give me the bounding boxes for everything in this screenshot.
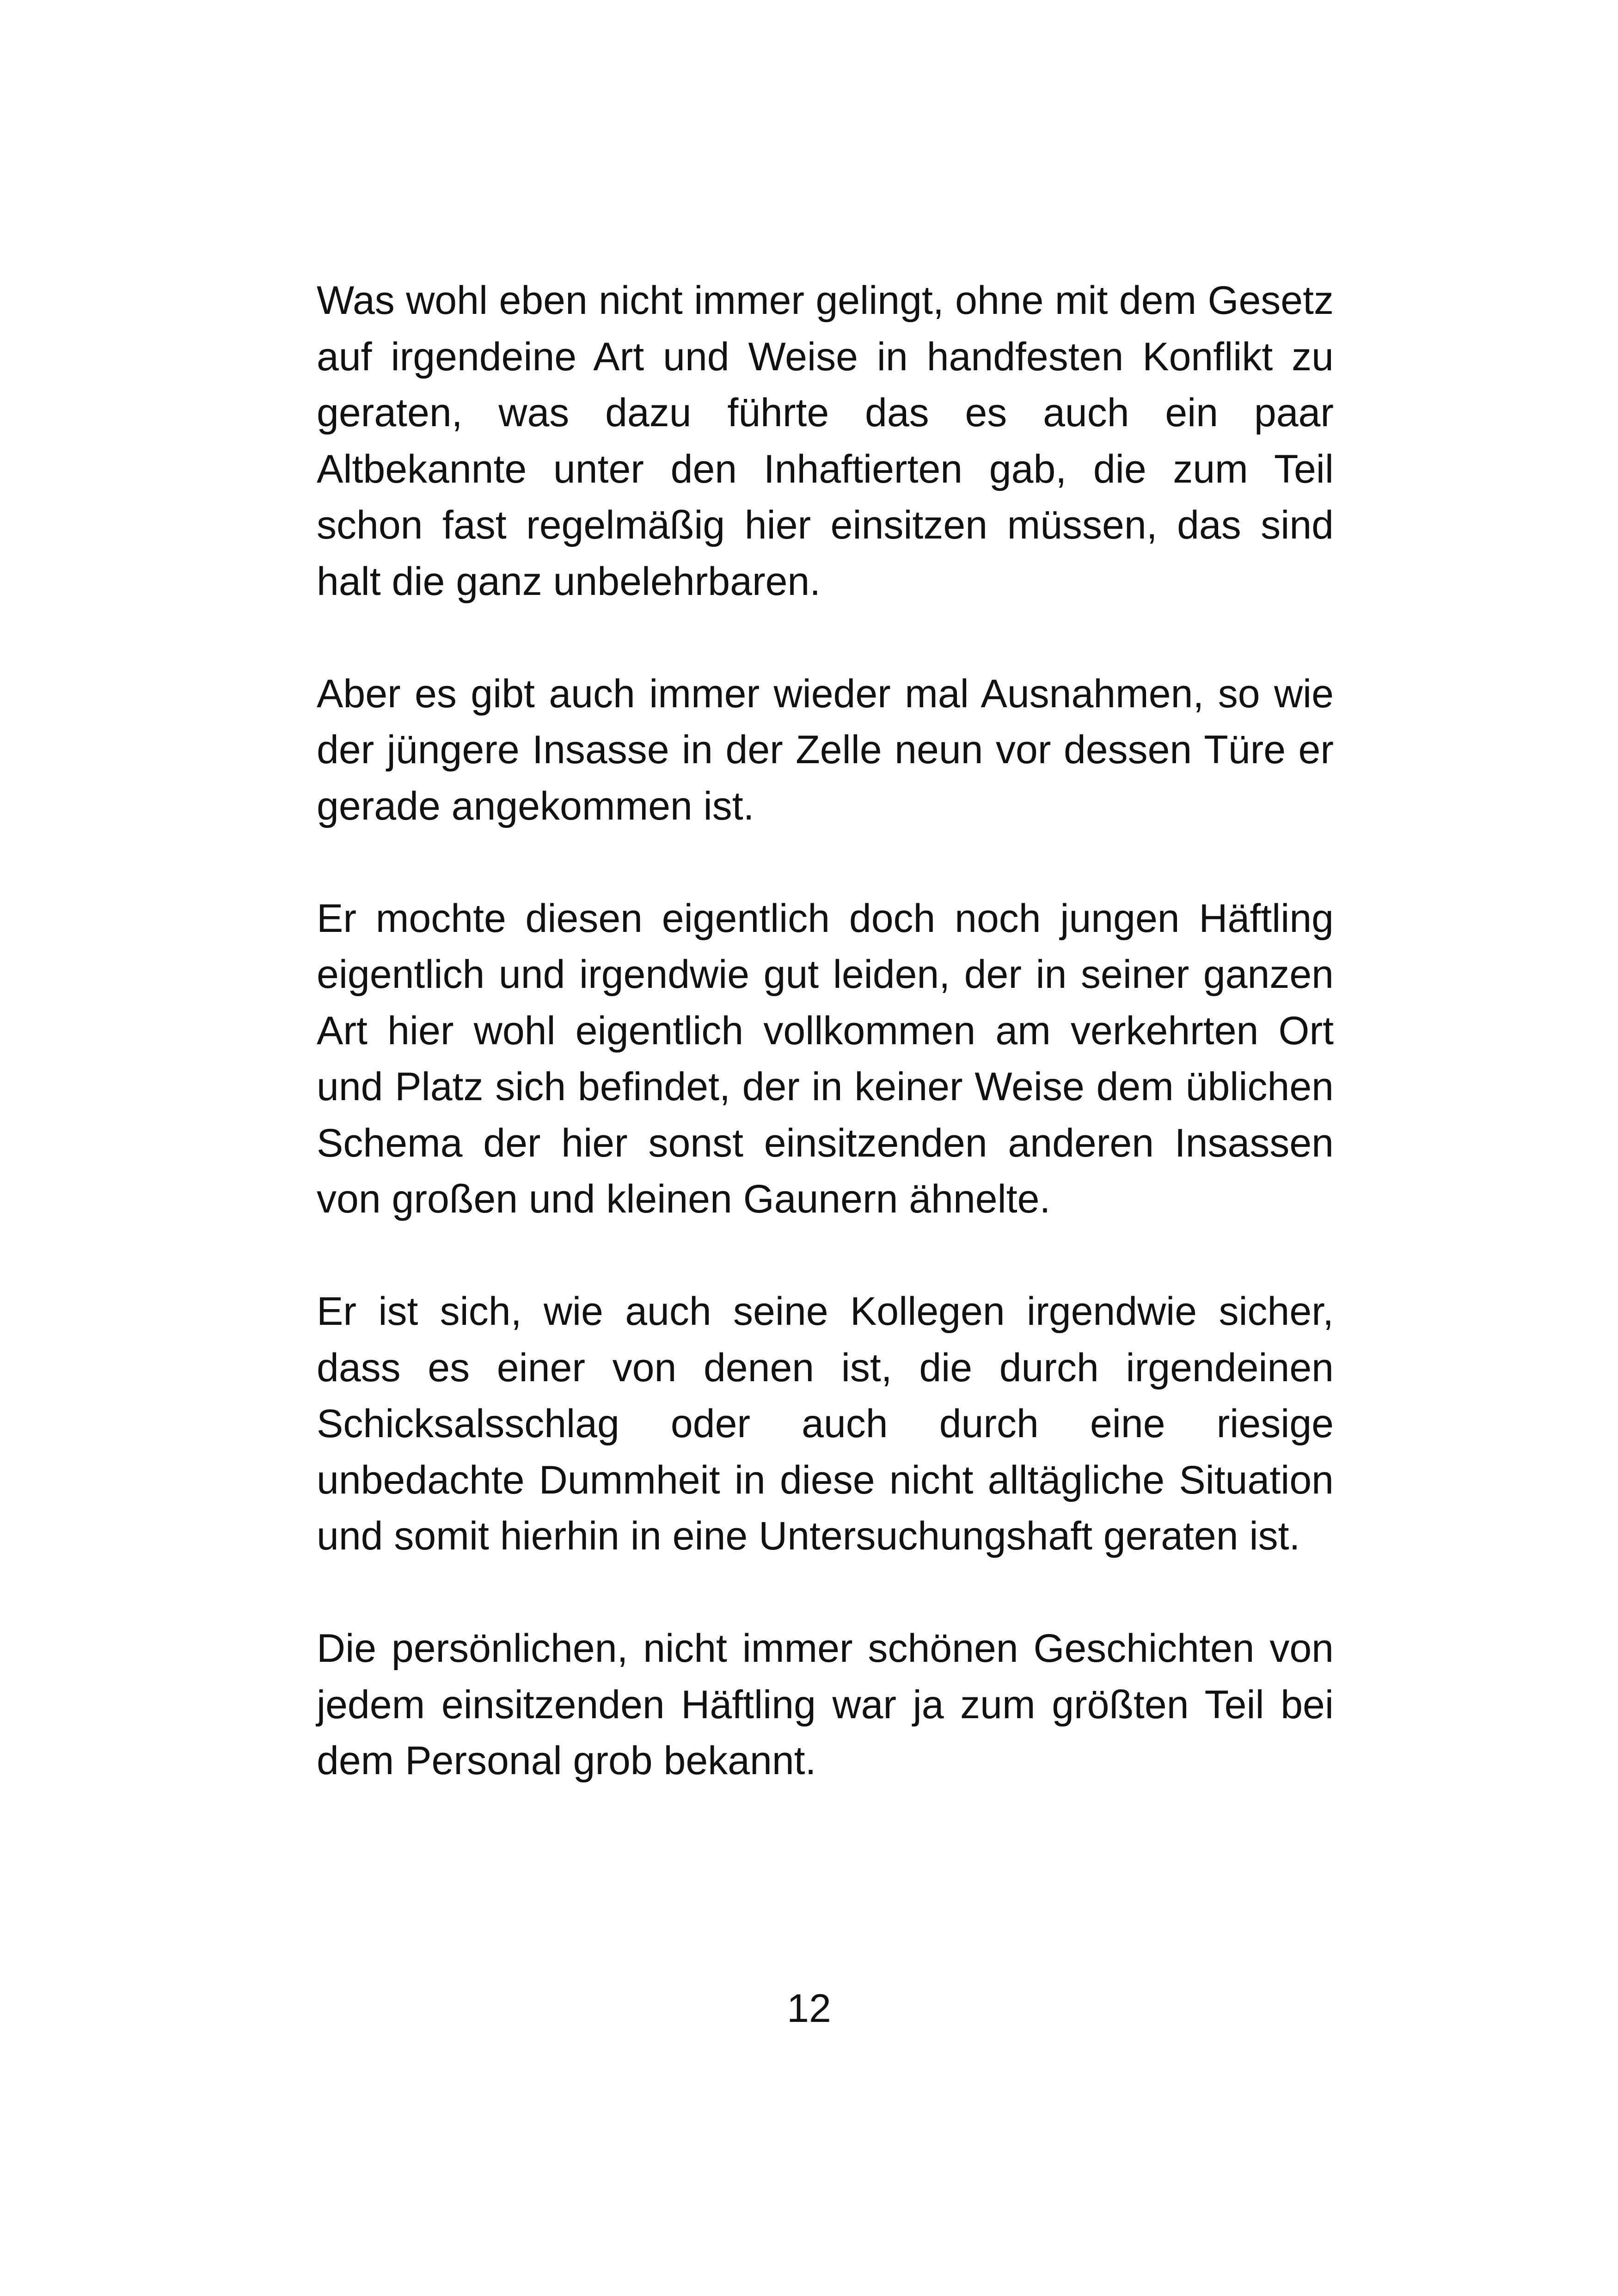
paragraph-3: Er mochte diesen eigentlich doch noch jungen Häftling eigentlich und irgendwie gut leiden, der in seiner ganzen Art hier wohl eigentlich vollkommen am verkehrten Ort und Platz sich befindet, der in keiner Weise dem üblichen Schema der hier sonst einsitzenden anderen Insassen von großen und kleinen Gaunern ähnelte.	[317, 896, 1334, 1221]
paragraph-1: Was wohl eben nicht immer gelingt, ohne mit dem Gesetz auf irgendeine Art und Weise in handfesten Konflikt zu geraten, was dazu führte das es auch ein paar Altbekannte unter den Inhaftierten gab, die zum Teil schon fast regelmäßig hier einsitzen müssen, das sind halt die ganz unbelehrbaren.	[317, 278, 1334, 604]
page-number: 12	[787, 1986, 831, 2031]
paragraph-5: Die persönlichen, nicht immer schönen Geschichten von jedem einsitzenden Häftling war ja zum größten Teil bei dem Personal grob bekannt.	[317, 1626, 1334, 1783]
paragraph-4: Er ist sich, wie auch seine Kollegen irgendwie sicher, dass es einer von denen ist, die durch irgendeinen Schicksalsschlag oder auch durch eine riesige unbedachte Dummheit in diese nicht alltägliche Situation und somit hierhin in eine Untersuchungshaft geraten ist.	[317, 1289, 1334, 1558]
paragraph-2: Aber es gibt auch immer wieder mal Ausnahmen, so wie der jüngere Insasse in der Zelle neun vor dessen Türe er gerade angekommen ist.	[317, 671, 1334, 828]
body-text	[317, 273, 1334, 1789]
